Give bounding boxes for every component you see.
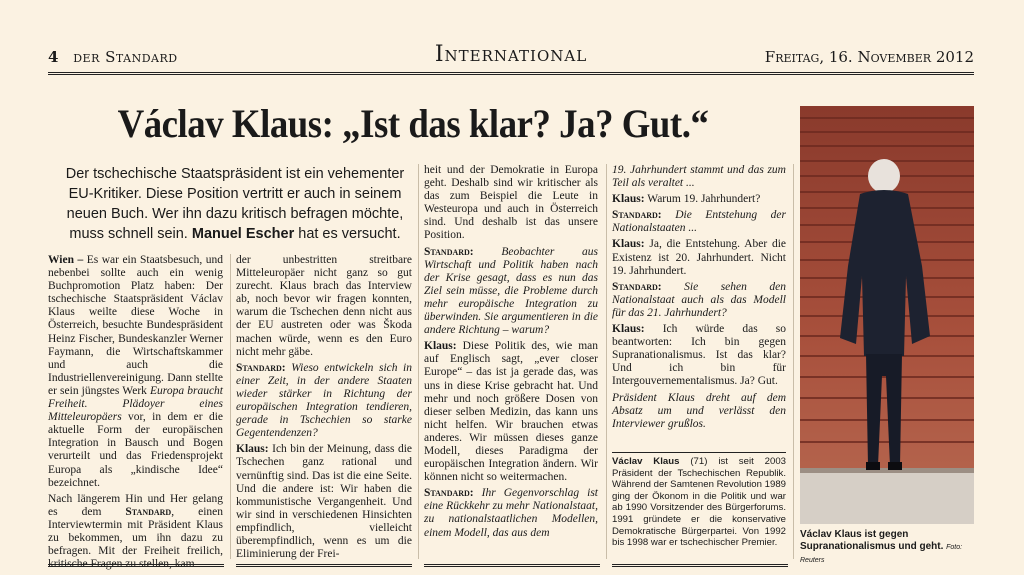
question bbox=[236, 362, 412, 441]
lead-paragraph bbox=[60, 164, 410, 244]
answer-text: Diese Politik des, wie man auf Englisch sagt, „ever closer Europe“ – das ist ja gerade das, was uns in diese Krise gebracht hat. Und mehr und noch größere Dosen von dieser selben Medizin, das kann uns nicht helfen. Wir brauchen etwas anderes. Wir müssen dieses ganze Modell, dieses Paradigma der europäischen Integration ändern. Wir können nicht so weitermachen. bbox=[424, 340, 599, 484]
bio-age: (71) bbox=[690, 456, 708, 467]
paragraph-text: vor, in dem er die aktuelle Form der europäischen Integration in Bausch und Bogen verurteilt und das Friedensprojekt Europa als „kindische Idee“ bezeichnet. bbox=[48, 411, 223, 489]
column-divider bbox=[230, 254, 231, 559]
article-column-2 bbox=[236, 254, 412, 564]
paragraph bbox=[48, 493, 223, 572]
paragraph bbox=[48, 254, 223, 490]
answer bbox=[612, 193, 786, 206]
speaker-label: Standard: bbox=[612, 209, 662, 222]
masthead bbox=[48, 42, 974, 70]
photo-credit: Foto: Reuters bbox=[800, 544, 963, 564]
page-number: 4 bbox=[48, 48, 59, 66]
bottom-rule bbox=[48, 564, 224, 567]
answer-text: Warum 19. Jahrhundert? bbox=[647, 193, 761, 206]
speaker-label: Klaus: bbox=[612, 193, 645, 206]
speaker-label: Klaus: bbox=[236, 443, 269, 456]
lead-text: Der tschechische Staatspräsident ist ein vehementer EU-Kritiker. Diese Position vertritt er auch in seinem neuen Buch. Wer ihn dazu kritisch befragen möchte, muss schnell sein. bbox=[65, 166, 405, 242]
article-column-1 bbox=[48, 254, 223, 574]
answer-text: Ich bin der Meinung, dass die Tschechen ganz rational und vernünftig sind. Das ist die eine Seite. Und die andere ist: Wir haben die kommunistische Vergangenheit. Und wir sind in verschiedenen Hinsichten empfindlich, vielleicht überempfindlich, wenn es um die Eliminierung der Frei- bbox=[236, 443, 412, 561]
photo-illustration bbox=[800, 106, 974, 524]
headline: Václav Klaus: „Ist das klar? Ja? Gut.“ bbox=[117, 101, 709, 146]
bottom-rule bbox=[612, 564, 788, 567]
bottom-rule bbox=[424, 564, 600, 567]
paragraph-text: , einen Interviewtermin mit Präsident Klaus zu bekommen, um ihn dazu zu befragen. Mit der Freiheit freilich, kritische Fragen zu stellen, kam bbox=[48, 505, 224, 571]
lead-suffix: hat es versucht. bbox=[298, 226, 401, 242]
bio-box bbox=[612, 456, 786, 549]
lead-author: Manuel Escher bbox=[191, 226, 295, 242]
answer bbox=[612, 238, 786, 277]
closing-text: Präsident Klaus dreht auf dem Absatz um und verlässt den Interviewer grußlos. bbox=[612, 391, 786, 430]
question bbox=[612, 281, 786, 320]
paragraph-text: heit und der Demokratie in Europa geht. Deshalb sind wir kritischer als das zum Beispiel die Leute in Westeuropa und auch in Österreich sind. Und deshalb ist das unsere Position. bbox=[424, 164, 598, 242]
issue-date: Freitag, 16. November 2012 bbox=[764, 48, 974, 66]
question bbox=[424, 487, 598, 539]
question-text: Die Entstehung der Nationalstaaten ... bbox=[612, 209, 786, 235]
speaker-label: Klaus: bbox=[424, 340, 457, 353]
bottom-rule bbox=[236, 564, 412, 567]
book-title: Europa braucht Freiheit. Plädoyer eines Mitteleuropäers bbox=[48, 384, 223, 424]
speaker-label: Standard: bbox=[612, 280, 662, 293]
section-title: International bbox=[434, 42, 588, 67]
column-divider bbox=[793, 164, 794, 559]
answer bbox=[424, 340, 598, 484]
question-text: Beobachter aus Wirtschaft und Politik haben nach der Krise gesagt, dass es nun das Ziel sein müsse, die Probleme durch mehr europäische Integration zu überwinden. Sie argumentieren in die andere Richtung – warum? bbox=[424, 245, 598, 337]
answer-text: Ja, die Entstehung. Aber die Existenz ist 20. Jahrhundert. Nicht 19. Jahrhundert. bbox=[612, 238, 787, 277]
answer-text: Ich würde das so beantworten: Ich bin gegen Supranationalismus. Ist das klar? Und ich bin für Intergouvernementalismus. Ja? Gut. bbox=[612, 323, 786, 388]
bio-rule bbox=[612, 452, 786, 453]
question bbox=[612, 164, 786, 190]
photo bbox=[800, 106, 974, 524]
article-column-3 bbox=[424, 164, 598, 543]
paragraph bbox=[424, 164, 598, 243]
article-column-4 bbox=[612, 164, 786, 434]
column-divider bbox=[418, 164, 419, 559]
paragraph-text: Es war ein Staatsbesuch, und nebenbei sollte auch ein wenig Buchpromotion Platz haben: Der tschechische Staatspräsident Václav Klaus weilte diese Woche in Österreich, besuchte Bundespräsident Heinz Fischer, Bundeskanzler Werner Faymann, die Wirtschaftskammer und auch die Industriellenvereinigung. Dann stellte er sein jüngstes Werk bbox=[48, 254, 223, 397]
paragraph bbox=[236, 254, 412, 359]
caption-text: Václav Klaus ist gegen Supranationalismus und geht. bbox=[800, 529, 944, 552]
bio-name: Václav Klaus bbox=[612, 456, 680, 467]
question bbox=[612, 209, 786, 235]
speaker-label: Standard: bbox=[424, 245, 474, 258]
photo-caption bbox=[800, 529, 978, 567]
question-text: 19. Jahrhundert stammt und das zum Teil als veraltet ... bbox=[612, 164, 786, 190]
question bbox=[424, 246, 598, 338]
paragraph-text: Nach längerem Hin und Her gelang es dem bbox=[48, 492, 223, 518]
closing-paragraph bbox=[612, 392, 786, 431]
bio-text: ist seit 2003 Präsident der Tschechischen Republik. Während der Samtenen Revolution 1989 ging der Ökonom in die Politik und war ab 1990 Vorsitzender des Bürgerforums. 1991 gründete er die konservative Demokratische Bürgerpartei. Von 1992 bis 1998 war er tschechischer Premier. bbox=[612, 456, 786, 549]
masthead-rule bbox=[48, 72, 974, 75]
paragraph-text: der unbestritten streitbare Mitteleuropäer nicht ganz so gut zurecht. Klaus brach das Interview ab, noch bevor wir fragen konnten, warum die Tschechen denn nicht aus der EU austreten oder was Škoda machen würde, wenn es den Euro nicht mehr gäbe. bbox=[236, 254, 412, 358]
question-text: Ihr Gegenvorschlag ist eine Rückkehr zu mehr Nationalstaat, zu nationalstaatlichen Modellen, einem Modell, das aus dem bbox=[424, 487, 599, 539]
answer bbox=[236, 443, 412, 561]
publication-name: der Standard bbox=[73, 48, 178, 66]
speaker-label: Standard: bbox=[424, 487, 474, 500]
column-divider bbox=[606, 164, 607, 559]
dateline: Wien – bbox=[48, 254, 84, 266]
speaker-label: Standard: bbox=[236, 361, 286, 374]
speaker-label: Klaus: bbox=[612, 323, 645, 336]
answer bbox=[612, 323, 786, 388]
question-text: Wieso entwickeln sich in einer Zeit, in der andere Staaten wieder stärker in Richtung der europäischen Integration tendieren, gerade in Tschechien so starke Gegentendenzen? bbox=[236, 361, 412, 440]
paper-name: Standard bbox=[125, 505, 172, 518]
speaker-label: Klaus: bbox=[612, 238, 645, 251]
question-text: Sie sehen den Nationalstaat auch als das Modell für das 21. Jahrhundert? bbox=[612, 280, 787, 319]
